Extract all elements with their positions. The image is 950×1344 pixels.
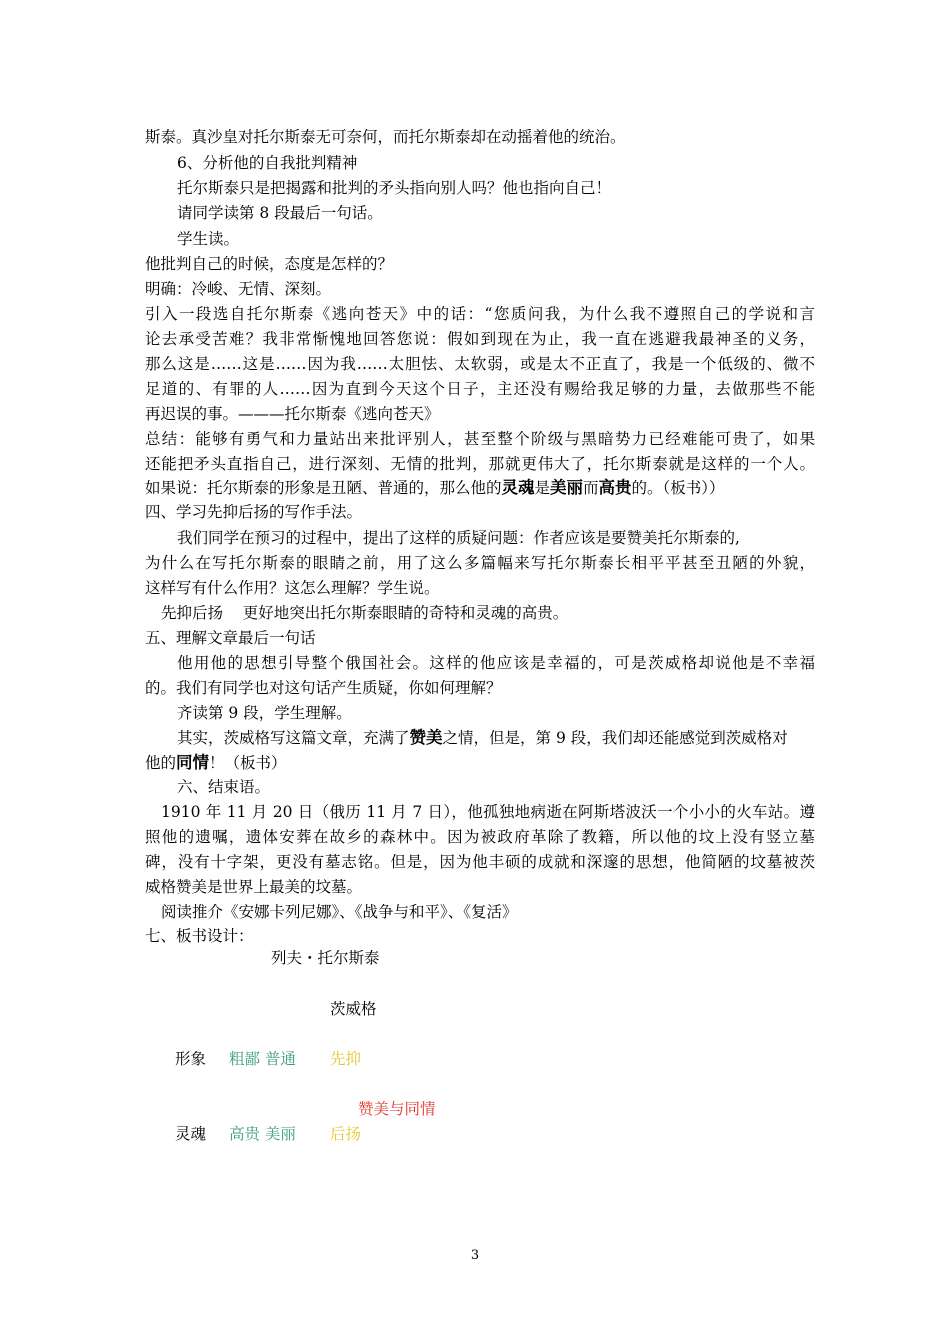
paragraph-line: 明确：冷峻、无情、深刻。 [145,280,332,298]
board-center: 赞美与同情 [358,1100,436,1118]
bold-keyword: 高贵 [598,478,632,497]
paragraph-line: 托尔斯泰只是把揭露和批判的矛头指向别人吗？他也指向自己！ [177,179,612,197]
paragraph-line: 先抑后扬 更好地突出托尔斯泰眼睛的奇特和灵魂的高贵。 [161,604,569,622]
summary-line: 还能把矛头直指自己，进行深刻、无情的批判，那就更伟大了，托尔斯泰就是这样的一个人。 [145,455,815,473]
paragraph-line: 威格赞美是世界上最美的坟墓。 [145,878,363,896]
quote-line: 引入一段选自托尔斯泰《逃向苍天》中的话：“您质问我，为什么我不遵照自己的学说和言 [145,305,815,323]
paragraph-line: 碑，没有十字架，更没有墓志铭。但是，因为他丰硕的成就和深邃的思想，他简陋的坟墓被茨 [145,853,815,871]
paragraph-line: 为什么在写托尔斯泰的眼睛之前，用了这么多篇幅来写托尔斯泰长相平平甚至丑陋的外貌， [145,554,815,572]
bold-keyword: 灵魂 [501,478,535,497]
board-image-tag: 先抑 [330,1050,362,1068]
paragraph-line: 的。我们有同学也对这句话产生质疑，你如何理解？ [145,679,502,697]
summary-line: 总结：能够有勇气和力量站出来批评别人，甚至整个阶级与黑暗势力已经难能可贵了，如果 [145,430,815,448]
paragraph-line: 他批判自己的时候，态度是怎样的？ [145,255,394,273]
board-image-words: 粗鄙 普通 [229,1050,296,1068]
reading-recommendation: 阅读推介《安娜卡列尼娜》、《战争与和平》、《复活》 [161,903,518,921]
paragraph-line: 斯泰。真沙皇对托尔斯泰无可奈何，而托尔斯泰却在动摇着他的统治。 [145,128,626,146]
board-soul-label: 灵魂 [175,1125,207,1143]
board-soul-words: 高贵 美丽 [229,1125,296,1143]
paragraph-line: 我们同学在预习的过程中，提出了这样的质疑问题：作者应该是要赞美托尔斯泰的, [177,529,740,547]
bold-keyword: 同情 [176,753,210,772]
board-title: 列夫・托尔斯泰 [271,949,380,967]
paragraph-line: 请同学读第 8 段最后一句话。 [177,204,383,222]
summary-line: 如果说：托尔斯泰的形象是丑陋、普通的，那么他的灵魂是美丽而高贵的。（板书）） [145,478,725,497]
section-heading: 七、板书设计： [145,927,254,945]
bold-keyword: 美丽 [550,478,584,497]
paragraph-line: 1910 年 11 月 20 日（俄历 11 月 7 日），他孤独地病逝在阿斯塔波沃一个小小的火车站。遵 [161,803,815,821]
board-author: 茨威格 [330,1000,377,1018]
paragraph-line: 他的同情！（板书） [145,753,287,772]
section-heading: 六、结束语。 [177,778,271,796]
section-heading: 四、学习先抑后扬的写作手法。 [145,503,363,521]
paragraph-line: 照他的遗嘱，遗体安葬在故乡的森林中。因为被政府革除了教籍，所以他的坟上没有竖立墓 [145,828,815,846]
quote-line: 再迟误的事。———托尔斯泰《逃向苍天》 [145,405,440,423]
paragraph-line: 他用他的思想引导整个俄国社会。这样的他应该是幸福的，可是茨威格却说他是不幸福 [177,654,815,672]
board-image-label: 形象 [175,1050,207,1068]
section-heading: 6、分析他的自我批判精神 [177,154,358,172]
paragraph-line: 其实，茨威格写这篇文章，充满了赞美之情，但是，第 9 段，我们却还能感觉到茨威格对 [177,728,788,747]
page-number: 3 [470,1248,480,1263]
quote-line: 论去承受苦难？我非常惭愧地回答您说：假如到现在为止，我一直在逃避我最神圣的义务， [145,330,815,348]
board-soul-tag: 后扬 [330,1125,362,1143]
paragraph-line: 这样写有什么作用？这怎么理解？学生说。 [145,579,440,597]
paragraph-line: 学生读。 [177,230,240,248]
paragraph-line: 齐读第 9 段，学生理解。 [177,704,352,722]
quote-line: 足道的、有罪的人……因为直到今天这个日子，主还没有赐给我足够的力量，去做那些不能 [145,380,815,398]
section-heading: 五、理解文章最后一句话 [145,629,316,647]
bold-keyword: 赞美 [409,728,443,747]
quote-line: 那么这是……这是……因为我……太胆怯、太软弱，或是太不正直了，我是一个低级的、微不 [145,355,815,373]
